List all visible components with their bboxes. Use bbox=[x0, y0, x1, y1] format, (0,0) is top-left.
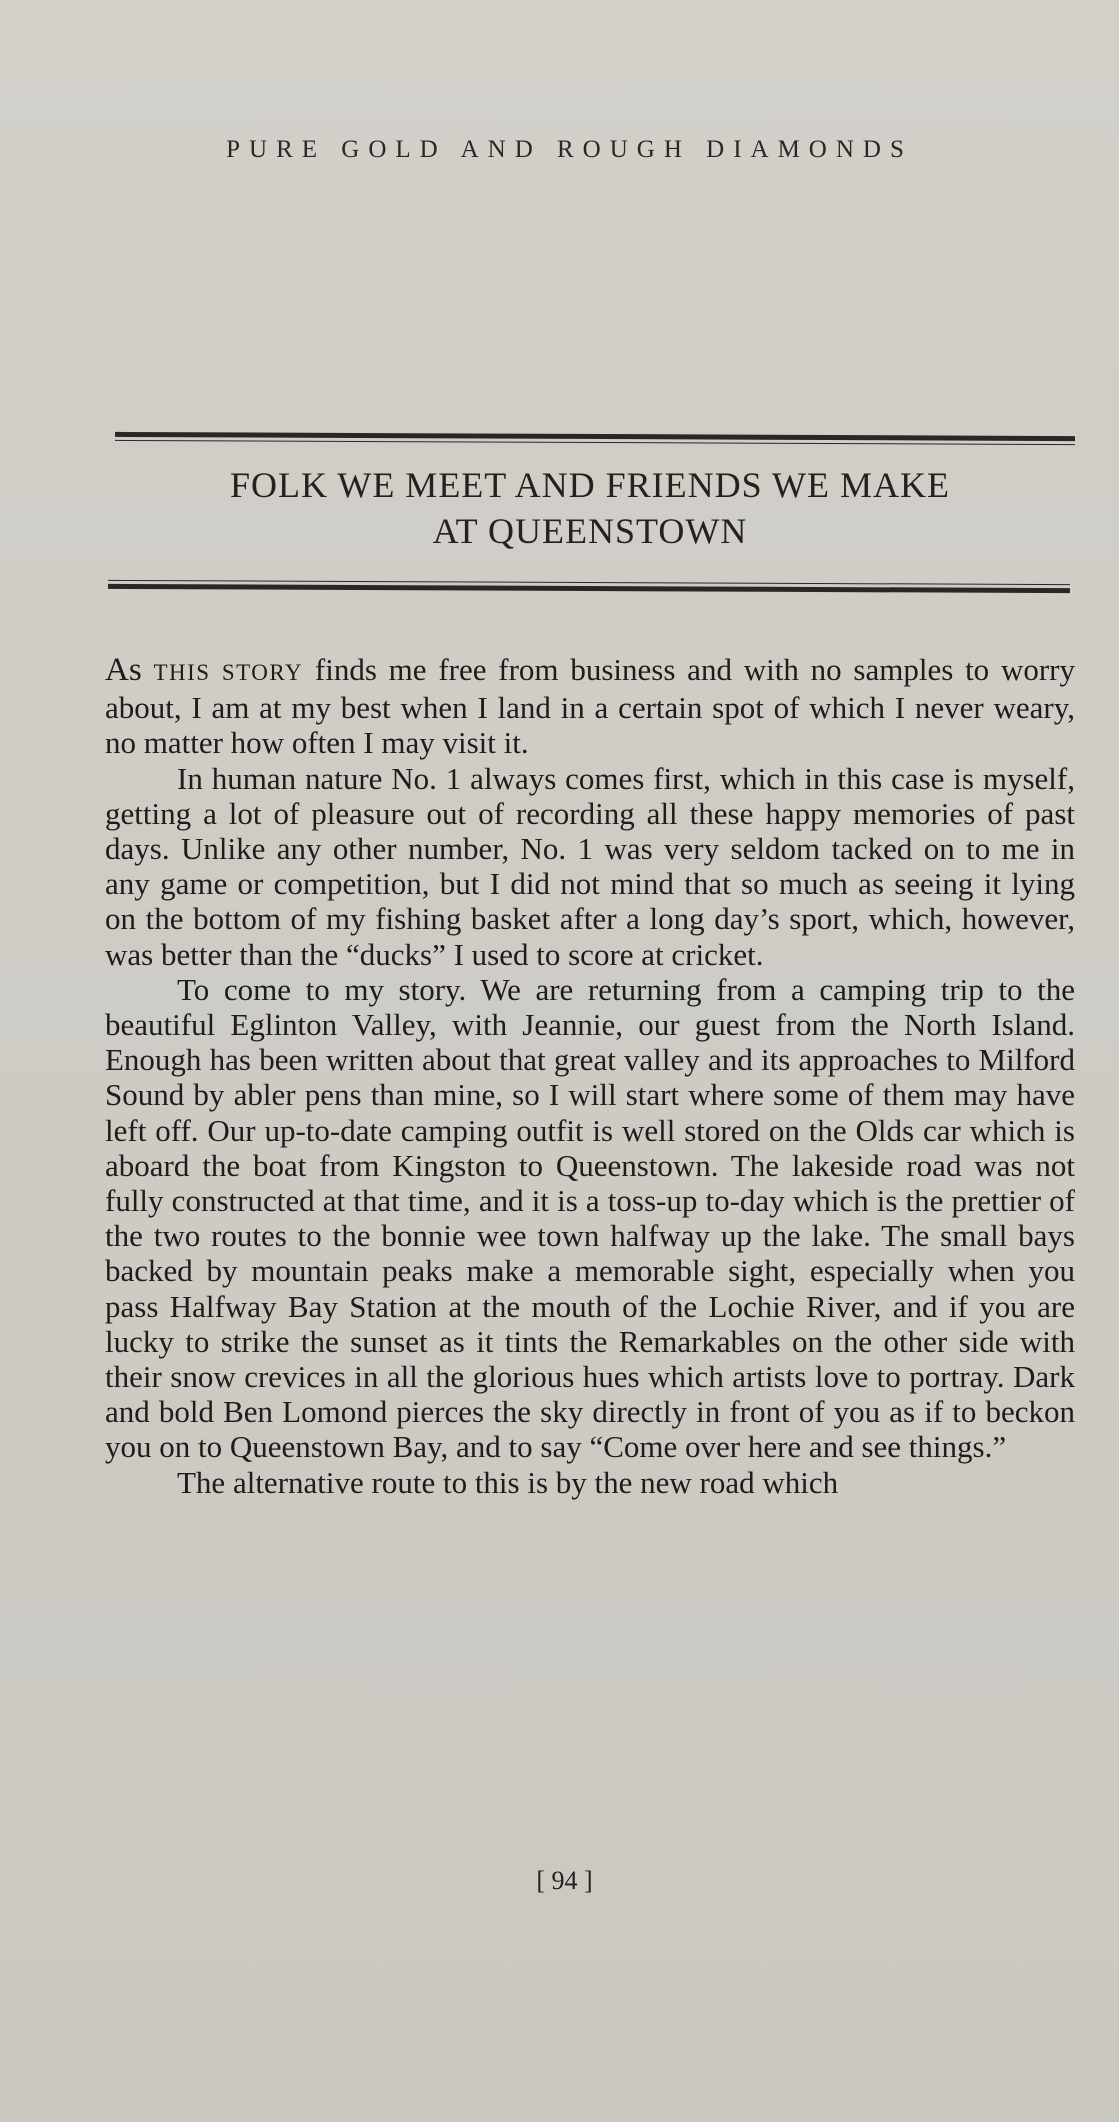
paragraph: In human nature No. 1 always comes first, which in this case is myself, getting a lot of pleasure out of recording all these happy memories of past days. Unlike any other number, No. 1 was very seldom tacked on to me in any game or competition, but I did not mind that so much as seeing it lying on the bottom of my fishing basket after a long day’s sport, which, however, was better than the “ducks” I used to score at cricket. bbox=[105, 760, 1075, 972]
title-rule-bottom bbox=[108, 580, 1070, 584]
opening-text: finds me free from business and with no samples to worry about, I am at my best when I land in a certain spot of which I never weary, no matter how often I may visit it. bbox=[105, 652, 1076, 761]
body-text bbox=[105, 652, 1075, 1500]
title-rule-top bbox=[115, 432, 1075, 436]
opening-paragraph bbox=[105, 652, 1075, 761]
chapter-title bbox=[140, 462, 1040, 554]
paragraph: The alternative route to this is by the new road which bbox=[177, 1464, 839, 1500]
chapter-title-line-2: AT QUEENSTOWN bbox=[432, 511, 748, 551]
page-number: [ 94 ] bbox=[536, 1866, 593, 1895]
chapter-title-line-1: FOLK WE MEET AND FRIENDS WE MAKE bbox=[229, 465, 950, 505]
opening-word: As bbox=[105, 652, 142, 688]
paragraph: To come to my story. We are returning from a camping trip to the beautiful Eglinton Valley, with Jeannie, our guest from the North Island. Enough has been written about that great valley and its approaches to Milford Sound by abler pens than mine, so I will start where some of them may have left off. Our up-to-date camping outfit is well stored on the Olds car which is aboard the boat from Kingston to Queenstown. The lakeside road was not fully constructed at that time, and it is a toss-up to-day which is the prettier of the two routes to the bonnie wee town halfway up the lake. The small bays backed by mountain peaks make a memorable sight, especially when you pass Halfway Bay Station at the mouth of the Lochie River, and if you are lucky to strike the sunset as it tints the Remarkables on the other side with their snow crevices in all the glorious hues which artists love to portray. Dark and bold Ben Lomond pierces the sky directly in front of you as if to beckon you on to Queenstown Bay, and to say “Come over here and see things.” bbox=[105, 971, 1075, 1465]
opening-smallcaps: THIS STORY bbox=[153, 660, 304, 685]
running-head: PURE GOLD AND ROUGH DIAMONDS bbox=[226, 136, 913, 163]
